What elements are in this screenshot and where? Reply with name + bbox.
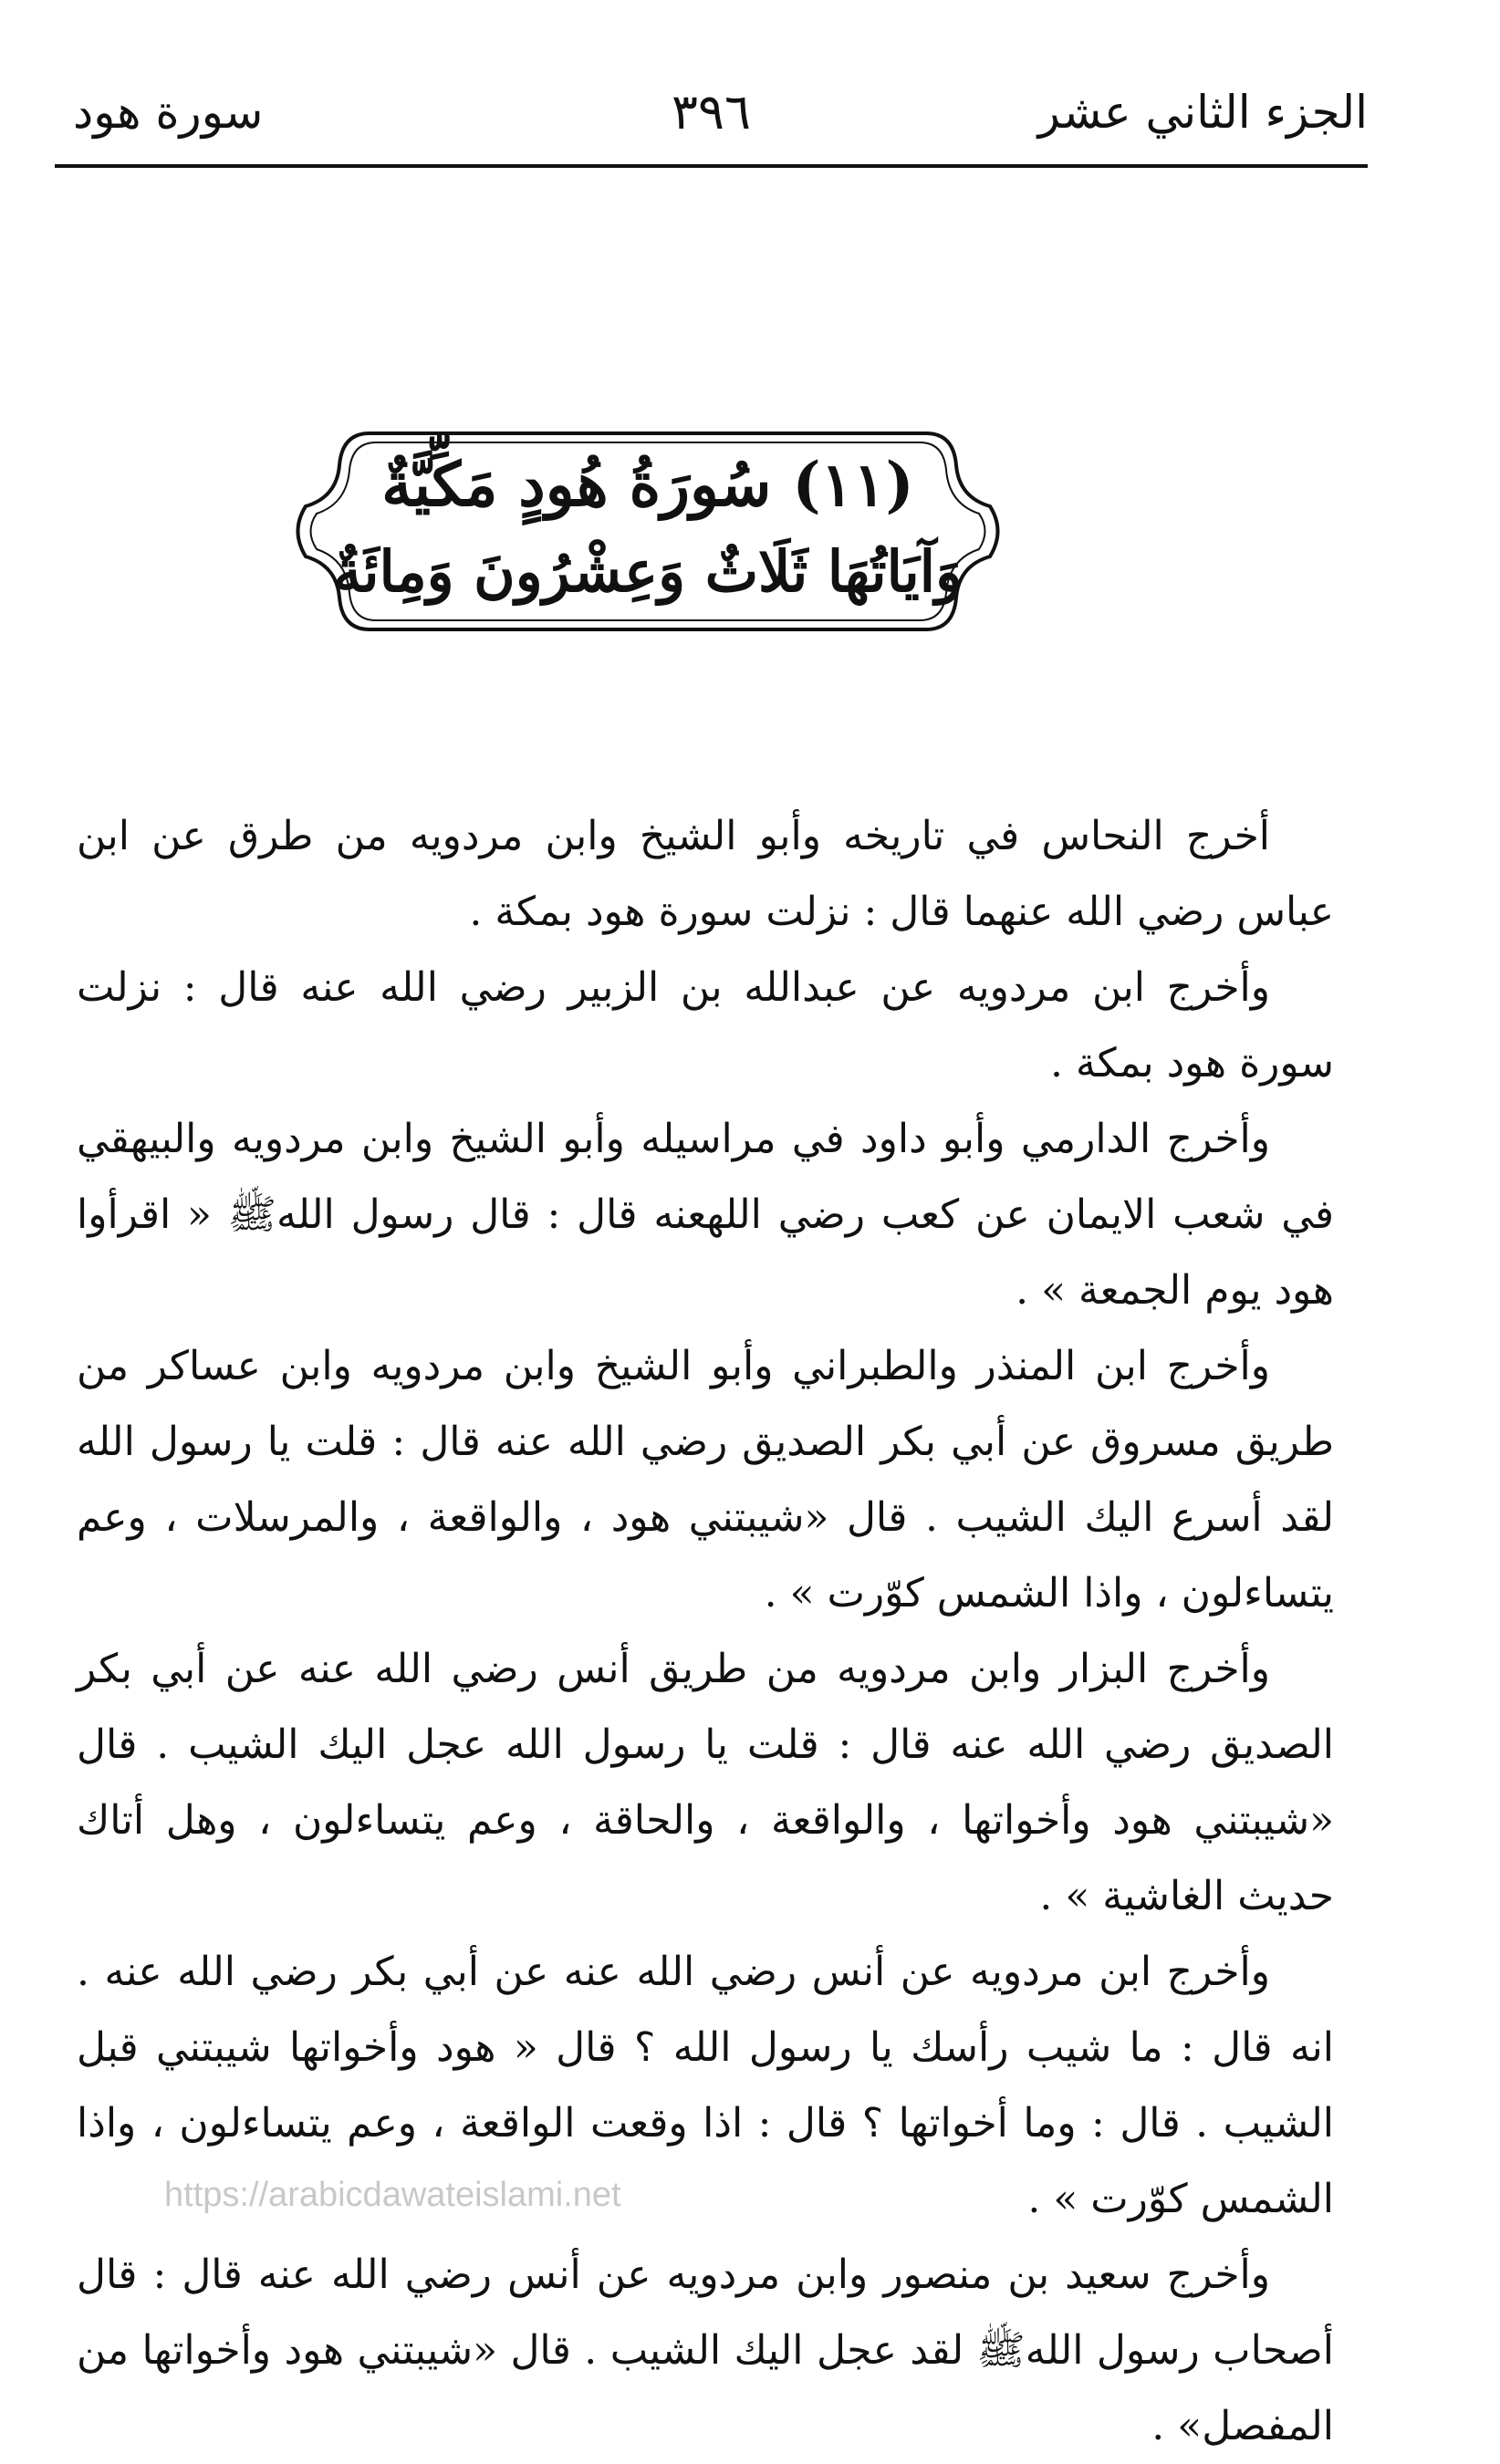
surah-title-line-2: وَآيَاتُهَا ثَلَاثٌ وَعِشْرُونَ وَمِائَةٌ xyxy=(333,538,963,605)
paragraph-5: وأخرج البزار وابن مردويه من طريق أنس رضي الله عنه عن أبي بكر الصديق رضي الله عنه قال : قلت يا رسول الله عجل اليك الشيب . قال «شيبتني هود وأخواتها ، والواقعة ، والحاقة ، وعم يتساءلون ، وهل أتاك حديث الغاشية » . xyxy=(77,1646,1334,1919)
paragraph-7: وأخرج سعيد بن منصور وابن مردويه عن أنس رضي الله عنه قال : قال أصحاب رسول اللهﷺ لقد عجل اليك الشيب . قال «شيبتني هود وأخواتها من المفصل» . xyxy=(77,2251,1334,2449)
paragraph-6: وأخرج ابن مردويه عن أنس رضي الله عنه عن أبي بكر رضي الله عنه . انه قال : ما شيب رأسك يا رسول الله ؟ قال « هود وأخواتها شيبتني قبل الشيب . قال : وما أخواتها ؟ قال : اذا وقعت الواقعة ، وعم يتساءلون ، واذا الشمس كوّرت » . xyxy=(77,1949,1334,2222)
part-label: الجزء الثاني عشر xyxy=(1037,86,1368,139)
surah-label: سورة هود xyxy=(73,86,264,139)
paragraph-3: وأخرج الدارمي وأبو داود في مراسيله وأبو الشيخ وابن مردويه والبيهقي في شعب الايمان عن كعب رضي اللهعنه قال : قال رسول اللهﷺ « اقرأوا هود يوم الجمعة » . xyxy=(77,1116,1334,1314)
paragraph-1: أخرج النحاس في تاريخه وأبو الشيخ وابن مردويه من طرق عن ابن عباس رضي الله عنهما قال : نزلت سورة هود بمكة . xyxy=(77,813,1334,935)
watermark: https://arabicdawateislami.net xyxy=(164,2176,621,2214)
paragraph-4: وأخرج ابن المنذر والطبراني وأبو الشيخ وابن مردويه وابن عساكر من طريق مسروق عن أبي بكر الصديق رضي الله عنه قال : قلت يا رسول الله لقد أسرع اليك الشيب . قال «شيبتني هود ، والواقعة ، والمرسلات ، وعم يتساءلون ، واذا الشمس كوّرت » . xyxy=(77,1343,1334,1617)
page-number: ٣٩٦ xyxy=(671,83,752,140)
surah-title-cartouche xyxy=(283,415,1013,648)
paragraph-2: وأخرج ابن مردويه عن عبدالله بن الزبير رضي الله عنه قال : نزلت سورة هود بمكة . xyxy=(77,964,1334,1086)
surah-title-line-1: (١١) سُورَةُ هُودٍ مَكِّيَّةٌ xyxy=(381,449,914,520)
page-header xyxy=(55,73,1368,168)
surah-title xyxy=(283,441,1013,616)
